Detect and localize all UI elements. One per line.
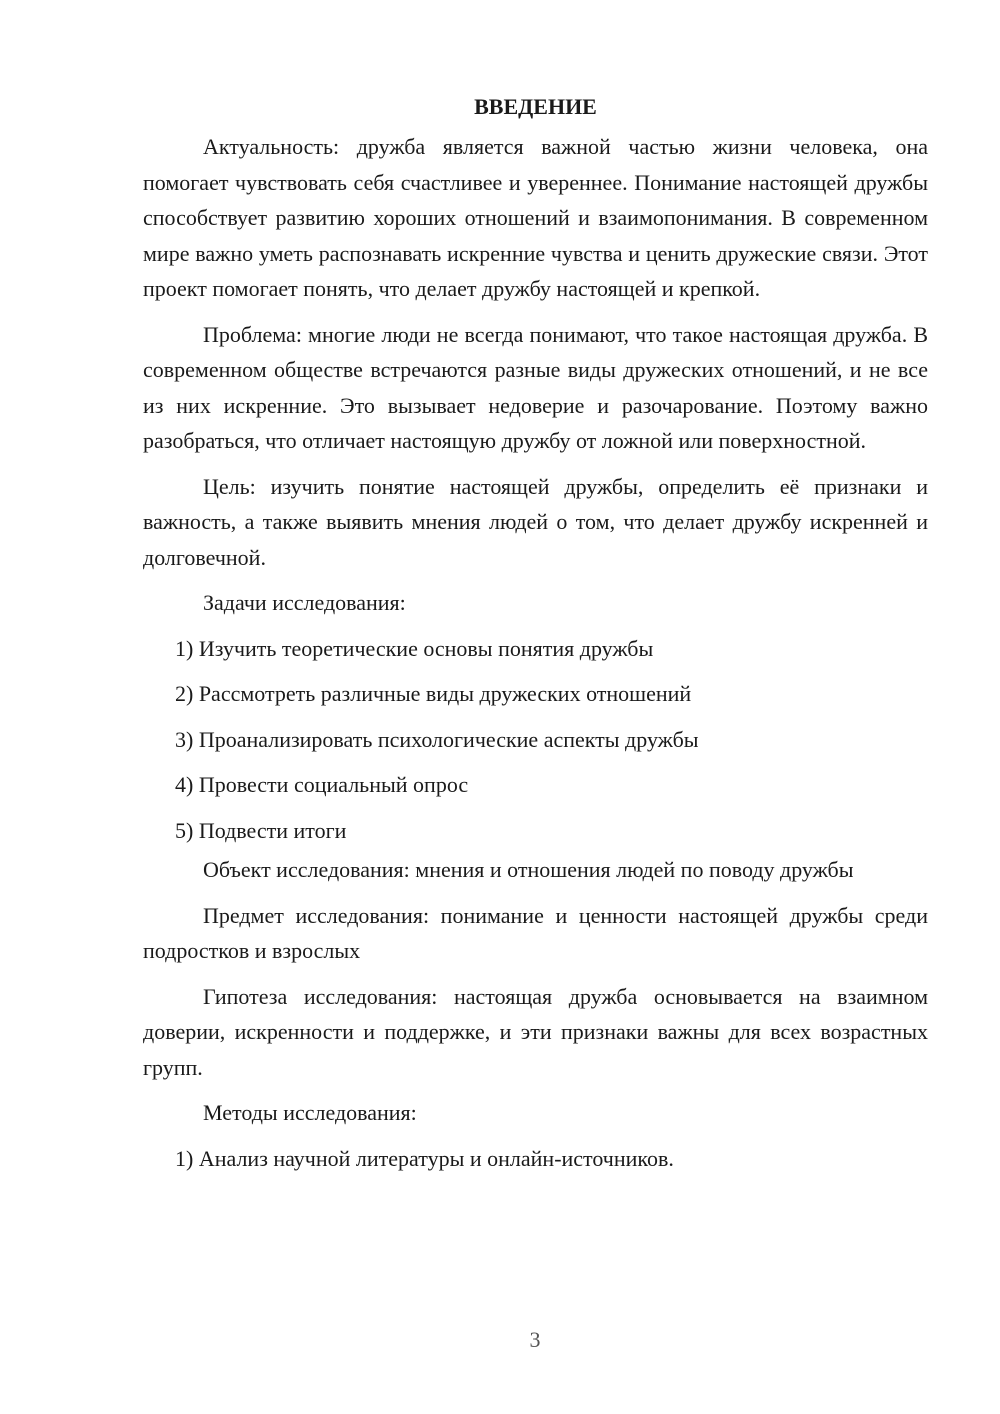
object-paragraph: Объект исследования: мнения и отношения людей по поводу дружбы (203, 857, 854, 882)
subject-paragraph: Предмет исследования: понимание и ценности настоящей дружбы среди подростков и взрослых (143, 902, 928, 963)
task-item: 5) Подвести итоги (175, 817, 347, 843)
method-item: 1) Анализ научной литературы и онлайн-источников. (175, 1145, 674, 1171)
hypothesis-paragraph: Гипотеза исследования: настоящая дружба основывается на взаимном доверии, искренности и поддержке, и эти признаки важны для всех возрастных групп. (143, 983, 928, 1080)
tasks-list (143, 631, 928, 849)
methods-list (143, 1141, 928, 1177)
page-number: 3 (529, 1327, 541, 1352)
problem-paragraph: Проблема: многие люди не всегда понимают, что такое настоящая дружба. В современном обществе встречаются разные виды дружеских отношений, и не все из них искренние. Это вызывает недоверие и разочарование. Поэтому важно разобраться, что отличает настоящую дружбу от ложной или поверхностной. (143, 321, 928, 453)
task-item: 1) Изучить теоретические основы понятия дружбы (175, 635, 654, 661)
goal-paragraph: Цель: изучить понятие настоящей дружбы, определить её признаки и важность, а также выявить мнения людей о том, что делает дружбу искренней и долговечной. (143, 473, 928, 570)
relevance-paragraph: Актуальность: дружба является важной частью жизни человека, она помогает чувствовать себя счастливее и увереннее. Понимание настоящей дружбы способствует развитию хороших отношений и взаимопонимания. В современном мире важно уметь распознавать искренние чувства и ценить дружеские связи. Этот проект помогает понять, что делает дружбу настоящей и крепкой. (143, 134, 928, 301)
task-item: 4) Провести социальный опрос (175, 772, 469, 797)
task-item: 2) Рассмотреть различные виды дружеских отношений (175, 681, 692, 706)
section-title: ВВЕДЕНИЕ (474, 94, 597, 119)
tasks-heading: Задачи исследования: (203, 590, 406, 615)
methods-heading: Методы исследования: (203, 1100, 417, 1125)
task-item: 3) Проанализировать психологические аспекты дружбы (175, 726, 699, 752)
page-content (143, 90, 928, 1186)
